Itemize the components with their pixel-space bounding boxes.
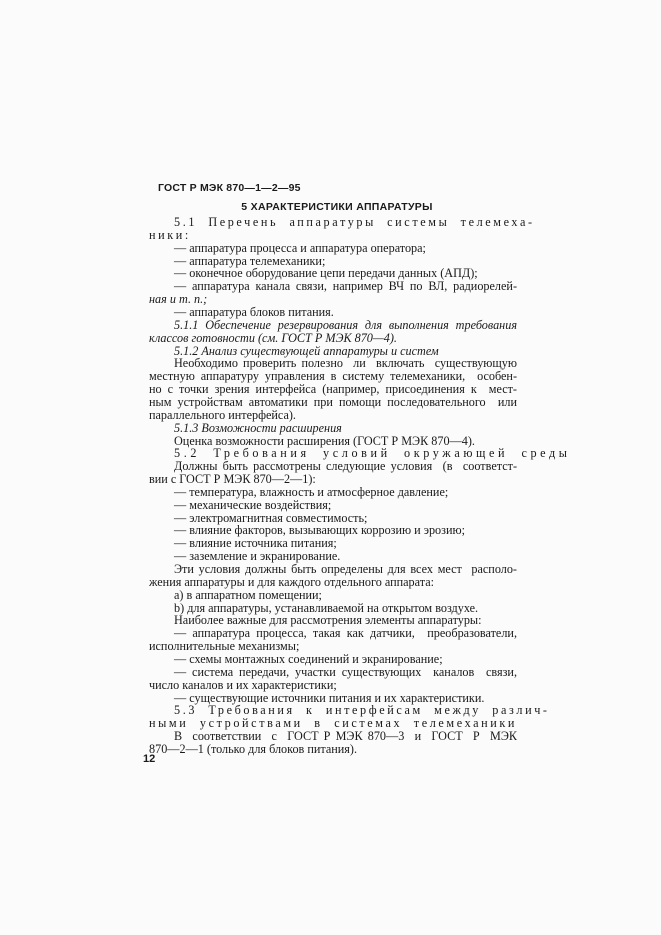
text-line: — влияние факторов, вызывающих коррозию и эрозию; xyxy=(174,523,465,538)
text-line: — схемы монтажных соединений и экранирование; xyxy=(174,652,443,667)
text-line: классов готовности (см. ГОСТ Р МЭК 870—4). xyxy=(149,330,397,345)
text-line: 5.1.3 Возможности расширения xyxy=(174,420,342,435)
text-line: но с точки зрения интерфейса (например, присоединения к мест- xyxy=(149,382,517,397)
text-line: b) для аппаратуры, устанавливаемой на открытом воздухе. xyxy=(174,600,479,615)
text-line: — аппаратура телемеханики; xyxy=(174,253,326,268)
text-line: ными устройствами в системах телемеханики xyxy=(149,716,517,731)
text-line: — аппаратура процесса, такая как датчики, преобразователи, xyxy=(174,626,517,641)
text-line: — температура, влажность и атмосферное давление; xyxy=(174,484,449,499)
text-line: — аппаратура процесса и аппаратура оператора; xyxy=(174,240,426,255)
text-line: жения аппаратуры и для каждого отдельного аппарата: xyxy=(149,574,435,589)
text-line: 5.3 Требования к интерфейсам между различ- xyxy=(174,703,550,718)
text-line: — существующие источники питания и их характеристики. xyxy=(174,690,485,705)
text-line: ники: xyxy=(149,227,191,242)
text-line: исполнительные механизмы; xyxy=(149,639,300,654)
text-line: — оконечное оборудование цепи передачи данных (АПД); xyxy=(174,266,478,281)
text-line: — заземление и экранирование. xyxy=(174,549,341,564)
text-line: Необходимо проверить полезно ли включать существующую xyxy=(174,356,517,371)
text-line: а) в аппаратном помещении; xyxy=(174,587,322,602)
text-line: Эти условия должны быть определены для всех мест располо- xyxy=(174,562,517,577)
page-number: 12 xyxy=(143,752,156,765)
section-title: 5 ХАРАКТЕРИСТИКИ АППАРАТУРЫ xyxy=(241,201,433,213)
text-line: В соответствии с ГОСТ Р МЭК 870—3 и ГОСТ Р МЭК xyxy=(174,729,517,744)
text-line: — влияние источника питания; xyxy=(174,536,337,551)
text-line: Оценка возможности расширения (ГОСТ Р МЭК 870—4). xyxy=(174,433,475,448)
document-header: ГОСТ Р МЭК 870—1—2—95 xyxy=(158,182,301,194)
text-line: 5.1.1 Обеспечение резервирования для выполнения требования xyxy=(174,317,517,332)
text-line: 5.1 Перечень аппаратуры системы телемеха- xyxy=(174,215,535,229)
text-line: — механические воздействия; xyxy=(174,497,332,512)
text-line: параллельного интерфейса). xyxy=(149,407,296,422)
text-line: 5.1.2 Анализ существующей аппаратуры и систем xyxy=(174,343,439,358)
text-line: вии с ГОСТ Р МЭК 870—2—1): xyxy=(149,472,316,487)
text-line: — аппаратура блоков питания. xyxy=(174,304,334,319)
text-line: — система передачи, участки существующих каналов связи, xyxy=(174,664,517,679)
text-line: число каналов и их характеристики; xyxy=(149,677,337,692)
text-line: 5.2 Требования условий окружающей среды xyxy=(174,446,571,461)
text-line: Должны быть рассмотрены следующие условия (в соответст- xyxy=(174,459,517,474)
text-line: Наиболее важные для рассмотрения элементы аппаратуры: xyxy=(174,613,482,628)
text-line: — электромагнитная совместимость; xyxy=(174,510,368,525)
text-line: ная и т. п.; xyxy=(149,292,208,307)
text-line: 870—2—1 (только для блоков питания). xyxy=(149,742,358,756)
text-line: — аппаратура канала связи, например ВЧ по ВЛ, радиорелей- xyxy=(174,279,517,294)
text-line: местную аппаратуру управления в систему телемеханики, особен- xyxy=(149,369,517,384)
text-line: ным устройствам автоматики при помощи последовательного или xyxy=(149,394,517,409)
